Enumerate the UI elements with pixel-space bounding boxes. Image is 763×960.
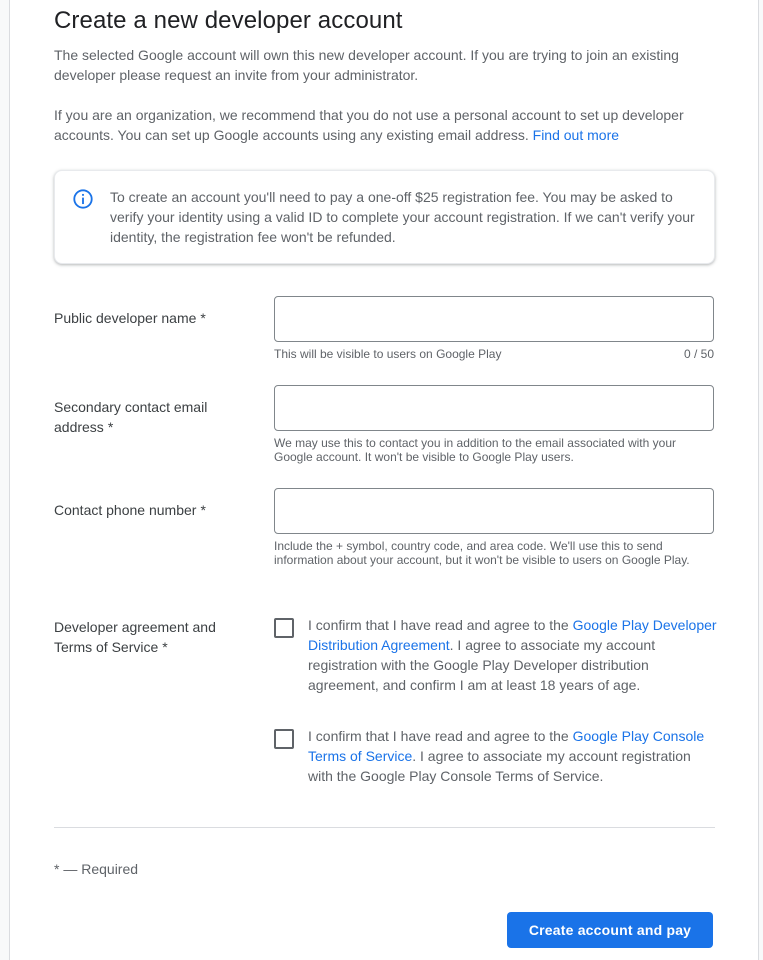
character-counter: 0 / 50 <box>683 347 714 361</box>
organization-text: If you are an organization, we recommend that you do not use a personal account to set up developer accounts. You can set up Google accounts using any existing email address. <box>54 107 684 143</box>
secondary-email-label <box>54 397 229 437</box>
distribution-agreement-prefix: I confirm that I have read and agree to the <box>308 617 573 633</box>
registration-fee-text: To create an account you'll need to pay a one-off $25 registration fee. You may be asked to verify your identity using a valid ID to complete your account registration. If we can't verify your identity, the registration fee won't be refunded. <box>110 189 695 245</box>
secondary-email-input[interactable] <box>275 386 713 430</box>
agreement-label-text: Developer agreement and Terms of Service <box>54 619 216 655</box>
distribution-agreement-checkbox[interactable] <box>274 618 294 638</box>
agreement-label <box>54 617 234 657</box>
phone-label <box>54 500 244 520</box>
distribution-agreement-suffix: . I agree to associate my account registration with the Google Play Developer distribution agreement, and confirm I am at least 18 years of age. <box>308 637 656 693</box>
page-title: Create a new developer account <box>54 7 403 34</box>
phone-label-text: Contact phone number <box>54 502 197 518</box>
terms-of-service-checkbox[interactable] <box>274 729 294 749</box>
info-icon <box>72 188 94 210</box>
phone-field[interactable] <box>274 488 714 534</box>
secondary-email-label-text: Secondary contact email address <box>54 399 208 435</box>
distribution-agreement-link[interactable]: Google Play Developer Distribution Agreement <box>308 617 717 653</box>
distribution-agreement-text <box>308 615 718 695</box>
terms-of-service-text <box>308 726 718 786</box>
find-out-more-link[interactable]: Find out more <box>532 127 620 143</box>
required-marker: * <box>200 502 206 518</box>
phone-input[interactable] <box>275 489 713 533</box>
secondary-email-field[interactable] <box>274 385 714 431</box>
intro-paragraph: The selected Google account will own this new developer account. If you are trying to join an existing developer please request an invite from your administrator. <box>54 47 679 83</box>
required-marker: * <box>200 310 206 326</box>
developer-name-hint <box>274 347 714 361</box>
developer-name-field[interactable] <box>274 296 714 342</box>
developer-name-label-text: Public developer name <box>54 310 197 326</box>
required-note: * — Required <box>54 861 139 877</box>
required-marker: * <box>107 419 114 435</box>
developer-name-input[interactable] <box>275 297 713 341</box>
form-card <box>9 0 759 960</box>
developer-name-label <box>54 308 244 328</box>
required-marker: * <box>162 639 168 655</box>
secondary-email-hint: We may use this to contact you in addition to the email associated with your Google account. It won't be visible to Google Play users. <box>274 436 676 464</box>
organization-paragraph <box>54 105 715 145</box>
terms-of-service-link[interactable]: Google Play Console Terms of Service <box>308 728 705 764</box>
phone-hint: Include the + symbol, country code, and area code. We'll use this to send information about your account, but it won't be visible to users on Google Play. <box>274 539 690 567</box>
terms-of-service-prefix: I confirm that I have read and agree to the <box>308 728 573 744</box>
divider <box>54 827 715 828</box>
registration-fee-notice <box>54 170 715 264</box>
terms-of-service-suffix: . I agree to associate my account registration with the Google Play Console Terms of Service. <box>308 748 691 784</box>
create-account-and-pay-button[interactable]: Create account and pay <box>507 912 713 948</box>
developer-name-hint-text: This will be visible to users on Google Play <box>274 347 502 361</box>
